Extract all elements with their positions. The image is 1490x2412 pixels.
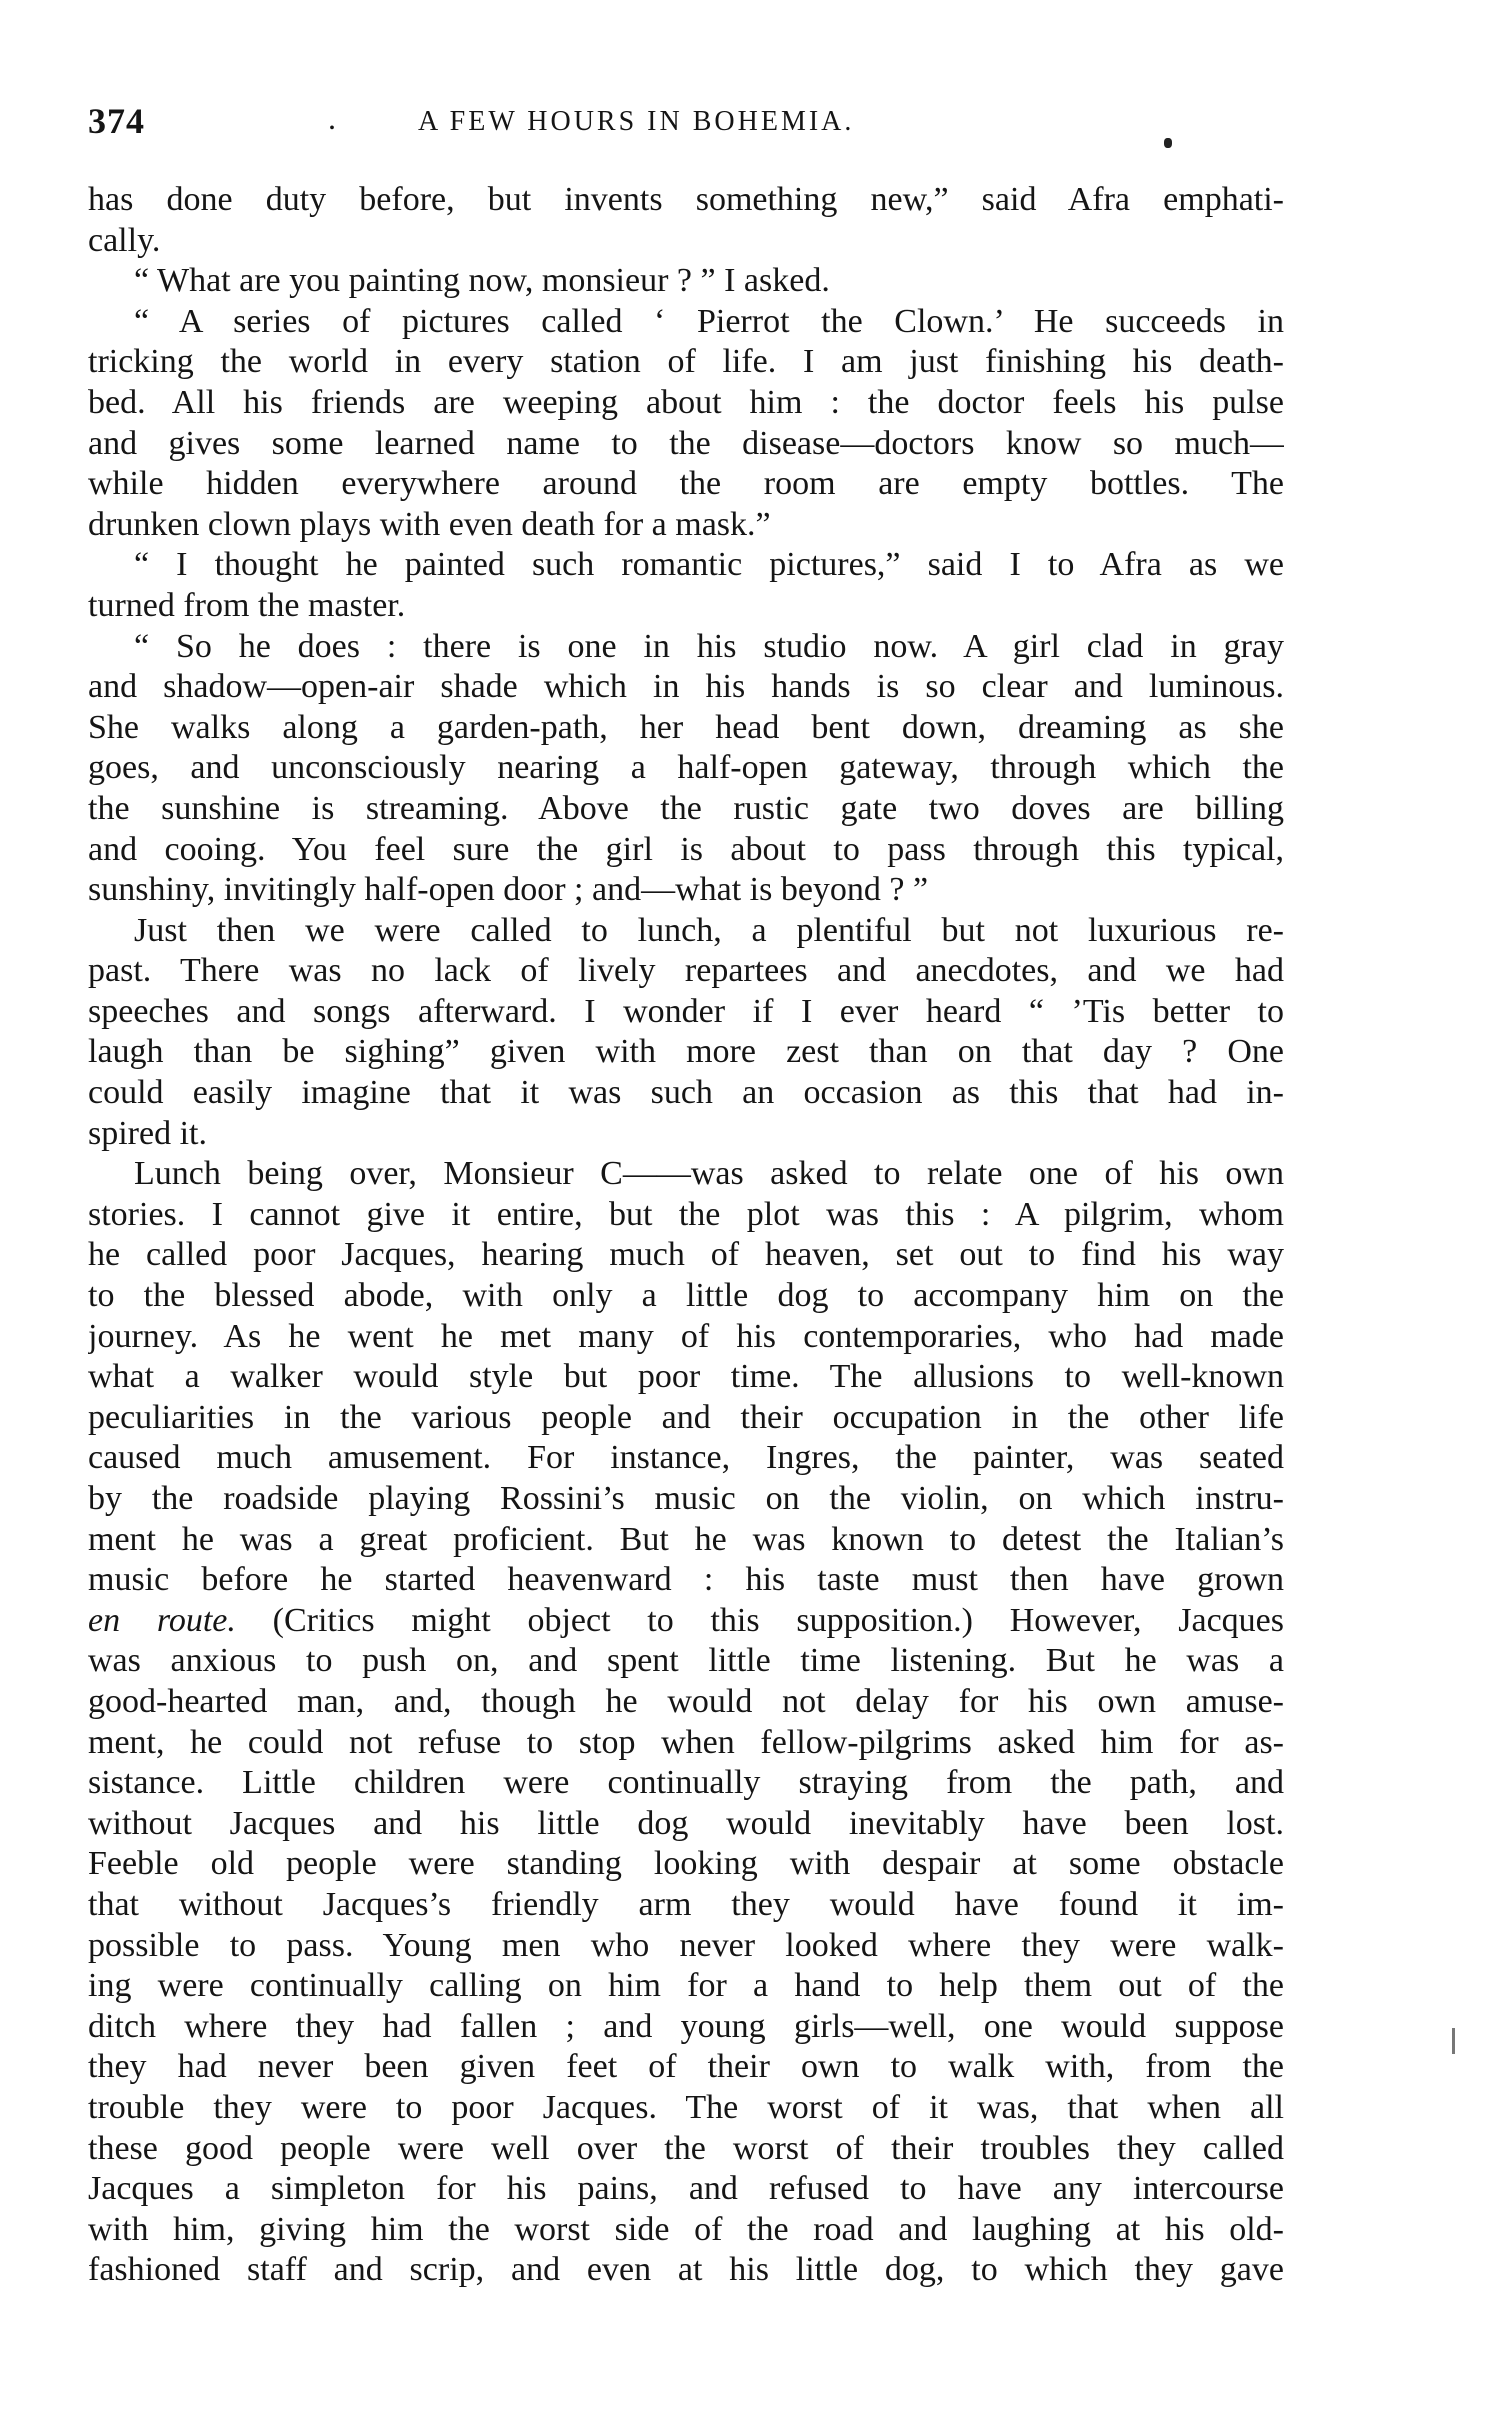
text-line: ditch where they had fallen ; and young girls—well, one would suppose [88,2007,1284,2045]
text-line: speeches and songs afterward. I wonder if I ever heard “ ’Tis better to [88,992,1284,1030]
text-line: good-hearted man, and, though he would not delay for his own amuse- [88,1682,1284,1720]
text-line: and gives some learned name to the disease—doctors know so much— [88,424,1284,462]
text-line: and shadow—open-air shade which in his hands is so clear and luminous. [88,668,1284,706]
text-line: sistance. Little children were continually straying from the path, and [88,1764,1284,1802]
text-line: Lunch being over, Monsieur C——was asked to relate one of his own [134,1155,1284,1193]
text-line: was anxious to push on, and spent little time listening. But he was a [88,1642,1284,1680]
text-line: spired it. [88,1114,207,1152]
text-line: while hidden everywhere around the room are empty bottles. The [88,465,1284,503]
text-line: en route. (Critics might object to this supposition.) However, Jacques [88,1601,1284,1639]
text-line: possible to pass. Young men who never looked where they were walk- [88,1926,1284,1964]
text-line: laugh than be sighing” given with more zest than on that day ? One [88,1033,1284,1071]
text-line: to the blessed abode, with only a little dog to accompany him on the [88,1277,1284,1315]
page-number: 374 [88,101,145,141]
text-line: without Jacques and his little dog would inevitably have been lost. [88,1804,1284,1842]
text-line: peculiarities in the various people and their occupation in the other life [88,1398,1284,1436]
text-line: ing were continually calling on him for a hand to help them out of the [88,1967,1284,2005]
running-head: A FEW HOURS IN BOHEMIA. [418,106,855,137]
text-line: stories. I cannot give it entire, but the plot was this : A pilgrim, whom [88,1195,1284,1233]
text-line: past. There was no lack of lively repartees and anecdotes, and we had [88,952,1284,990]
ink-speck [1164,138,1172,148]
text-line: that without Jacques’s friendly arm they would have found it im- [88,1885,1284,1923]
body-text [88,180,1284,2291]
text-line: they had never been given feet of their own to walk with, from the [88,2048,1284,2086]
header-dot: . [328,100,336,136]
margin-mark [1452,2028,1455,2054]
text-line: caused much amusement. For instance, Ingres, the painter, was seated [88,1439,1284,1477]
text-line: he called poor Jacques, hearing much of heaven, set out to find his way [88,1236,1284,1274]
text-line: with him, giving him the worst side of the road and laughing at his old- [88,2210,1284,2248]
text-line: goes, and unconsciously nearing a half-open gateway, through which the [88,749,1284,787]
page-header [88,100,1278,150]
text-line: sunshiny, invitingly half-open door ; and—what is beyond ? ” [88,871,929,909]
text-line: ment, he could not refuse to stop when fellow-pilgrims asked him for as- [88,1723,1284,1761]
text-line: journey. As he went he met many of his contemporaries, who had made [88,1317,1284,1355]
text-line: ment he was a great proficient. But he was known to detest the Italian’s [88,1520,1284,1558]
text-line: music before he started heavenward : his taste must then have grown [88,1561,1284,1599]
text-line: what a walker would style but poor time. The allusions to well-known [88,1358,1284,1396]
text-line: could easily imagine that it was such an occasion as this that had in- [88,1074,1284,1112]
text-line: bed. All his friends are weeping about him : the doctor feels his pulse [88,383,1284,421]
text-line: these good people were well over the worst of their troubles they called [88,2129,1284,2167]
text-line: tricking the world in every station of life. I am just finishing his death- [88,343,1284,381]
text-line: Feeble old people were standing looking with despair at some obstacle [88,1845,1284,1883]
text-line: She walks along a garden-path, her head bent down, dreaming as she [88,708,1284,746]
text-line: “ So he does : there is one in his studio now. A girl clad in gray [134,627,1284,665]
text-line: Jacques a simpleton for his pains, and refused to have any intercourse [88,2170,1284,2208]
text-line: by the roadside playing Rossini’s music on the violin, on which instru- [88,1480,1284,1517]
text-line: “ A series of pictures called ‘ Pierrot the Clown.’ He succeeds in [134,302,1284,340]
text-line: and cooing. You feel sure the girl is about to pass through this typical, [88,830,1284,868]
text-line: has done duty before, but invents something new,” said Afra emphati- [88,181,1284,218]
text-line: cally. [88,221,161,259]
text-line: the sunshine is streaming. Above the rustic gate two doves are billing [88,789,1284,827]
text-line: drunken clown plays with even death for a mask.” [88,505,771,543]
text-line: Just then we were called to lunch, a plentiful but not luxurious re- [134,911,1284,949]
text-line: “ I thought he painted such romantic pictures,” said I to Afra as we [134,546,1284,584]
text-line: turned from the master. [88,586,406,624]
text-line: trouble they were to poor Jacques. The worst of it was, that when all [88,2088,1284,2126]
text-line: “ What are you painting now, monsieur ? ” I asked. [134,262,830,300]
text-line: fashioned staff and scrip, and even at his little dog, to which they gave [88,2251,1284,2289]
